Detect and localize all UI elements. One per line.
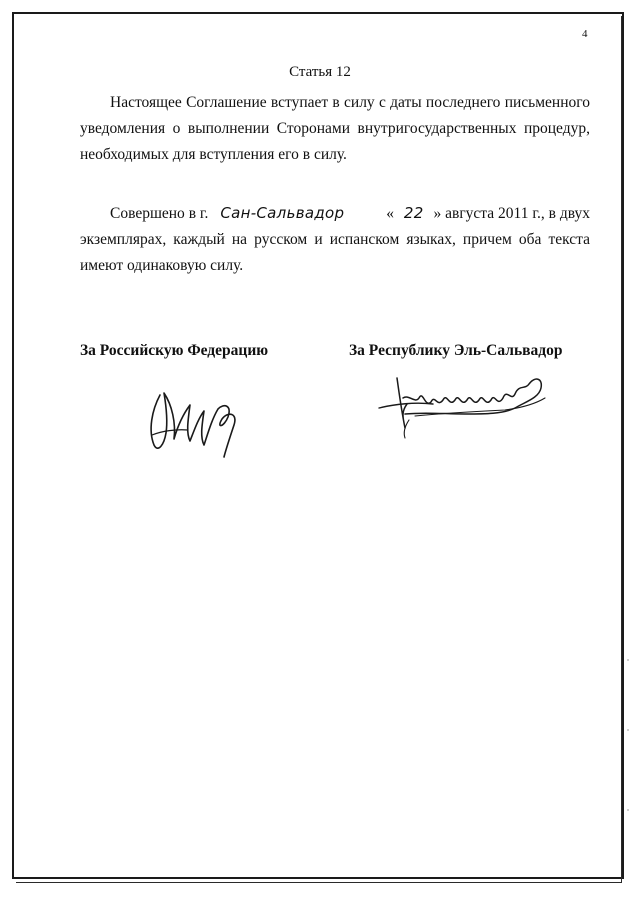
article-title: Статья 12 (289, 64, 351, 80)
quote-open: « (386, 205, 394, 222)
article-paragraph-text: Настоящее Соглашение вступает в силу с даты последнего письменного уведомления о выполнении Сторонами внутригосударственных процедур, необходимых для вступления его в силу. (80, 94, 590, 163)
handwritten-place: Сан-Сальвадор (220, 204, 345, 222)
article-paragraph (80, 90, 590, 168)
signature-el-salvador (375, 368, 555, 440)
handwritten-day: 22 (403, 204, 424, 222)
signing-text-before-place: Совершено в г. (110, 205, 209, 222)
signature-russia (142, 375, 252, 460)
signature-label-el-salvador: За Республику Эль-Сальвадор (349, 342, 563, 359)
scan-specks (626, 640, 630, 880)
signing-text-after-date: » августа 2011 г., в двух экземплярах, каждый на русском и испанском языках, причем оба текста имеют одинаковую силу. (80, 205, 591, 274)
page-number: 4 (582, 28, 588, 40)
signature-label-russia: За Российскую Федерацию (80, 342, 269, 359)
signing-paragraph (80, 200, 590, 279)
